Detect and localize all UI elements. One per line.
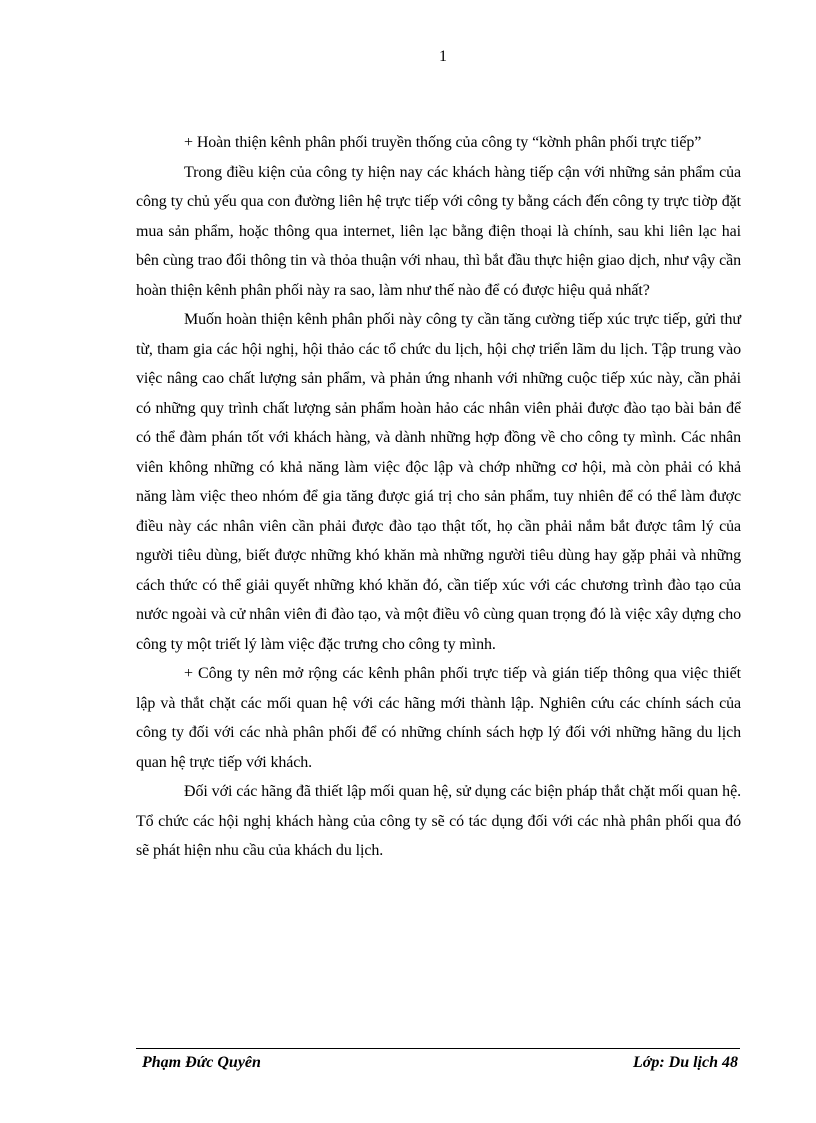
- document-body: [136, 128, 741, 866]
- paragraph-expand-channels: + Công ty nên mở rộng các kênh phân phối trực tiếp và gián tiếp thông qua việc thiết lập và thắt chặt các mối quan hệ với các hãng mới thành lập. Nghiên cứu các chính sách của công ty đối với các nhà phân phối để có những chính sách hợp lý đối với những hãng du lịch quan hệ trực tiếp với khách.: [136, 665, 741, 771]
- paragraph-improve-channel: Muốn hoàn thiện kênh phân phối này công ty cần tăng cường tiếp xúc trực tiếp, gửi thư từ, tham gia các hội nghị, hội thảo các tổ chức du lịch, hội chợ triển lãm du lịch. Tập trung vào việc nâng cao chất lượng sản phẩm, và phản ứng nhanh với những cuộc tiếp xúc này, cần phải có những quy trình chất lượng sản phẩm hoàn hảo các nhân viên phải được đào tạo bài bản để có thể đàm phán tốt với khách hàng, và dành những hợp đồng về cho công ty mình. Các nhân viên không những có khả năng làm việc độc lập và chớp những cơ hội, mà còn phải có khả năng làm việc theo nhóm để gia tăng được giá trị cho sản phẩm, tuy nhiên để có thể làm được điều này các nhân viên cần phải được đào tạo thật tốt, họ cần phải nắm bắt được tâm lý của người tiêu dùng, biết được những khó khăn mà những người tiêu dùng hay gặp phải và những cách thức có thể giải quyết những khó khăn đó, cần tiếp xúc với các chương trình đào tạo của nước ngoài và cử nhân viên đi đào tạo, và một điều vô cùng quan trọng đó là việc xây dựng cho công ty một triết lý làm việc đặc trưng cho công ty mình.: [136, 311, 741, 653]
- paragraph-established-partners: Đối với các hãng đã thiết lập mối quan hệ, sử dụng các biện pháp thắt chặt mối quan hệ. Tổ chức các hội nghị khách hàng của công ty sẽ có tác dụng đối với các nhà phân phối qua đó sẽ phát hiện nhu cầu của khách du lịch.: [136, 783, 741, 859]
- paragraph-heading-traditional-channel: + Hoàn thiện kênh phân phối truyền thống của công ty “kờnh phân phối trực tiếp”: [184, 134, 702, 151]
- footer-author: Phạm Đức Quyên: [142, 1054, 261, 1071]
- footer-divider: [136, 1048, 740, 1049]
- footer-class: Lớp: Du lịch 48: [632, 1054, 738, 1071]
- paragraph-current-conditions: Trong điều kiện của công ty hiện nay các khách hàng tiếp cận với những sản phẩm của công ty chủ yếu qua con đường liên hệ trực tiếp với công ty bằng cách đến công ty trực tiờp đặt mua sản phẩm, hoặc thông qua internet, liên lạc bằng điện thoại là chính, sau khi liên lạc hai bên cùng trao đổi thông tin và thỏa thuận với nhau, thì bắt đầu thực hiện giao dịch, như vậy cần hoàn thiện kênh phân phối này ra sao, làm như thế nào để có được hiệu quả nhất?: [136, 163, 741, 299]
- page-number: 1: [439, 48, 447, 65]
- page-footer: [136, 1054, 740, 1072]
